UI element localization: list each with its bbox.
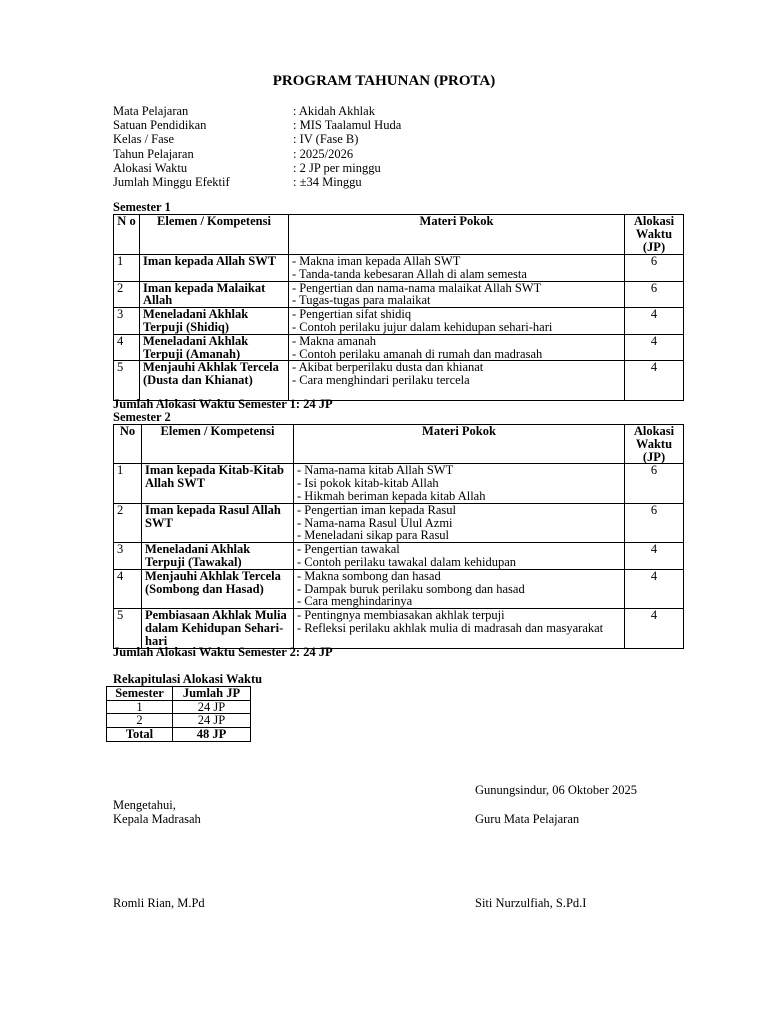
materi-item: - Refleksi perilaku akhlak mulia di madrasah dan masyarakat xyxy=(297,620,604,635)
recap-jp: 24 JP xyxy=(173,700,251,714)
identity-row xyxy=(113,118,401,132)
semester2-table xyxy=(113,424,684,649)
row-kompetensi: Meneladani Akhlak Terpuji (Tawakal) xyxy=(142,543,294,570)
identity-value: : IV (Fase B) xyxy=(293,132,359,147)
header-kompetensi: Elemen / Kompetensi xyxy=(140,215,289,255)
row-no: 3 xyxy=(114,308,140,335)
header-kompetensi: Elemen / Kompetensi xyxy=(142,425,294,464)
materi-item: - Isi pokok kitab-kitab Allah xyxy=(297,476,439,491)
materi-item: - Pengertian dan nama-nama malaikat Allah SWT xyxy=(292,280,542,295)
row-materi xyxy=(289,308,625,335)
row-alokasi: 4 xyxy=(625,334,684,361)
materi-item: - Contoh perilaku tawakal dalam kehidupan xyxy=(297,554,517,569)
row-alokasi: 4 xyxy=(625,308,684,335)
table-row xyxy=(114,464,684,503)
semester1-table xyxy=(113,214,684,401)
document-title: PROGRAM TAHUNAN (PROTA) xyxy=(272,73,496,89)
materi-item: - Meneladani sikap para Rasul xyxy=(297,528,450,543)
row-no: 4 xyxy=(114,334,140,361)
row-materi xyxy=(289,334,625,361)
row-materi xyxy=(294,543,625,570)
row-alokasi: 4 xyxy=(625,569,684,608)
materi-item: - Akibat berperilaku dusta dan khianat xyxy=(292,360,484,375)
table-row xyxy=(114,543,684,570)
row-kompetensi: Meneladani Akhlak Terpuji (Amanah) xyxy=(140,334,289,361)
row-kompetensi: Iman kepada Rasul Allah SWT xyxy=(142,503,294,542)
row-materi xyxy=(294,464,625,503)
row-kompetensi: Iman kepada Malaikat Allah xyxy=(140,281,289,308)
identity-value: : MIS Taalamul Huda xyxy=(293,118,402,133)
header-materi: Materi Pokok xyxy=(294,425,625,464)
materi-item: - Nama-nama Rasul Ulul Azmi xyxy=(297,515,453,530)
table-row xyxy=(114,609,684,649)
materi-item: - Contoh perilaku amanah di rumah dan madrasah xyxy=(292,346,543,361)
table-row xyxy=(114,281,684,308)
table-header-row xyxy=(114,215,684,255)
row-no: 3 xyxy=(114,543,142,570)
recap-jp: 24 JP xyxy=(173,714,251,728)
table-row xyxy=(114,334,684,361)
identity-row xyxy=(113,132,401,146)
semester2-total: Jumlah Alokasi Waktu Semester 2: 24 JP xyxy=(113,645,333,659)
identity-label: Alokasi Waktu xyxy=(113,160,188,175)
row-no: 1 xyxy=(114,464,142,503)
row-no: 5 xyxy=(114,609,142,649)
row-materi xyxy=(294,503,625,542)
materi-item: - Pentingnya membiasakan akhlak terpuji xyxy=(297,608,505,623)
materi-item: - Hikmah beriman kepada kitab Allah xyxy=(297,488,486,503)
headmaster-name: Romli Rian, M.Pd xyxy=(113,896,205,910)
row-alokasi: 6 xyxy=(625,503,684,542)
semester1-label: Semester 1 xyxy=(113,200,171,214)
identity-block xyxy=(113,104,401,189)
materi-item: - Cara menghindari perilaku tercela xyxy=(292,373,470,388)
headmaster-role: Kepala Madrasah xyxy=(113,812,201,826)
row-alokasi: 4 xyxy=(625,543,684,570)
table-row xyxy=(114,361,684,401)
recap-semester: 2 xyxy=(107,714,173,728)
recap-total-label: Total xyxy=(107,727,173,741)
materi-item: - Pengertian iman kepada Rasul xyxy=(297,502,456,517)
row-kompetensi: Menjauhi Akhlak Tercela (Sombong dan Hasad) xyxy=(142,569,294,608)
table-row xyxy=(114,308,684,335)
recap-row xyxy=(107,700,251,714)
acknowledged-label: Mengetahui, xyxy=(113,798,176,812)
materi-item: - Makna sombong dan hasad xyxy=(297,568,441,583)
row-no: 1 xyxy=(114,255,140,282)
identity-label: Jumlah Minggu Efektif xyxy=(113,174,230,189)
teacher-role: Guru Mata Pelajaran xyxy=(475,812,580,826)
recap-header-row xyxy=(107,687,251,701)
recap-semester: 1 xyxy=(107,700,173,714)
identity-label: Mata Pelajaran xyxy=(113,104,189,118)
semester2-label: Semester 2 xyxy=(113,410,171,424)
place-date: Gunungsindur, 06 Oktober 2025 xyxy=(475,783,637,797)
materi-item: - Dampak buruk perilaku sombong dan hasad xyxy=(297,581,525,596)
row-alokasi: 6 xyxy=(625,255,684,282)
semester1-total: Jumlah Alokasi Waktu Semester 1: 24 JP xyxy=(113,397,333,411)
row-materi xyxy=(294,609,625,649)
materi-item: - Cara menghindarinya xyxy=(297,594,413,609)
identity-row xyxy=(113,104,401,118)
row-no: 4 xyxy=(114,569,142,608)
row-alokasi: 4 xyxy=(625,609,684,649)
identity-value: : ±34 Minggu xyxy=(293,174,362,189)
recap-header-semester: Semester xyxy=(107,687,173,701)
identity-row xyxy=(113,147,401,161)
identity-row xyxy=(113,161,401,175)
materi-item: - Makna iman kepada Allah SWT xyxy=(292,254,461,268)
row-materi xyxy=(289,255,625,282)
row-alokasi: 4 xyxy=(625,361,684,401)
materi-item: - Pengertian tawakal xyxy=(297,542,400,557)
row-alokasi: 6 xyxy=(625,464,684,503)
recap-title: Rekapitulasi Alokasi Waktu xyxy=(113,672,263,686)
recap-header-jp: Jumlah JP xyxy=(173,687,251,701)
identity-label: Satuan Pendidikan xyxy=(113,118,207,133)
materi-item: - Nama-nama kitab Allah SWT xyxy=(297,463,454,478)
header-alokasi: Alokasi Waktu (JP) xyxy=(625,425,684,464)
table-row xyxy=(114,255,684,282)
table-header-row xyxy=(114,425,684,464)
materi-item: - Tanda-tanda kebesaran Allah di alam semesta xyxy=(292,266,527,281)
identity-value: : Akidah Akhlak xyxy=(293,104,375,118)
materi-item: - Tugas-tugas para malaikat xyxy=(292,293,431,308)
teacher-name: Siti Nurzulfiah, S.Pd.I xyxy=(475,896,587,910)
row-no: 2 xyxy=(114,281,140,308)
identity-value: : 2025/2026 xyxy=(293,146,354,161)
row-kompetensi: Pembiasaan Akhlak Mulia dalam Kehidupan Sehari-hari xyxy=(142,609,294,649)
row-kompetensi: Menjauhi Akhlak Tercela (Dusta dan Khianat) xyxy=(140,361,289,401)
row-alokasi: 6 xyxy=(625,281,684,308)
row-no: 2 xyxy=(114,503,142,542)
recap-total-jp: 48 JP xyxy=(173,727,251,741)
recap-row xyxy=(107,714,251,728)
header-alokasi: Alokasi Waktu (JP) xyxy=(625,215,684,255)
identity-row xyxy=(113,175,401,189)
header-no: No xyxy=(114,425,142,464)
row-no: 5 xyxy=(114,361,140,401)
identity-label: Tahun Pelajaran xyxy=(113,146,194,161)
row-kompetensi: Iman kepada Allah SWT xyxy=(140,255,289,282)
row-kompetensi: Iman kepada Kitab-Kitab Allah SWT xyxy=(142,464,294,503)
header-no: N o xyxy=(114,215,140,255)
materi-item: - Pengertian sifat shidiq xyxy=(292,307,412,322)
recap-total-row xyxy=(107,727,251,741)
row-kompetensi: Meneladani Akhlak Terpuji (Shidiq) xyxy=(140,308,289,335)
header-materi: Materi Pokok xyxy=(289,215,625,255)
materi-item: - Makna amanah xyxy=(292,333,376,348)
row-materi xyxy=(289,361,625,401)
materi-item: - Contoh perilaku jujur dalam kehidupan sehari-hari xyxy=(292,319,553,334)
row-materi xyxy=(294,569,625,608)
table-row xyxy=(114,569,684,608)
identity-value: : 2 JP per minggu xyxy=(293,160,381,175)
recap-table xyxy=(106,686,251,742)
table-row xyxy=(114,503,684,542)
row-materi xyxy=(289,281,625,308)
identity-label: Kelas / Fase xyxy=(113,132,175,147)
